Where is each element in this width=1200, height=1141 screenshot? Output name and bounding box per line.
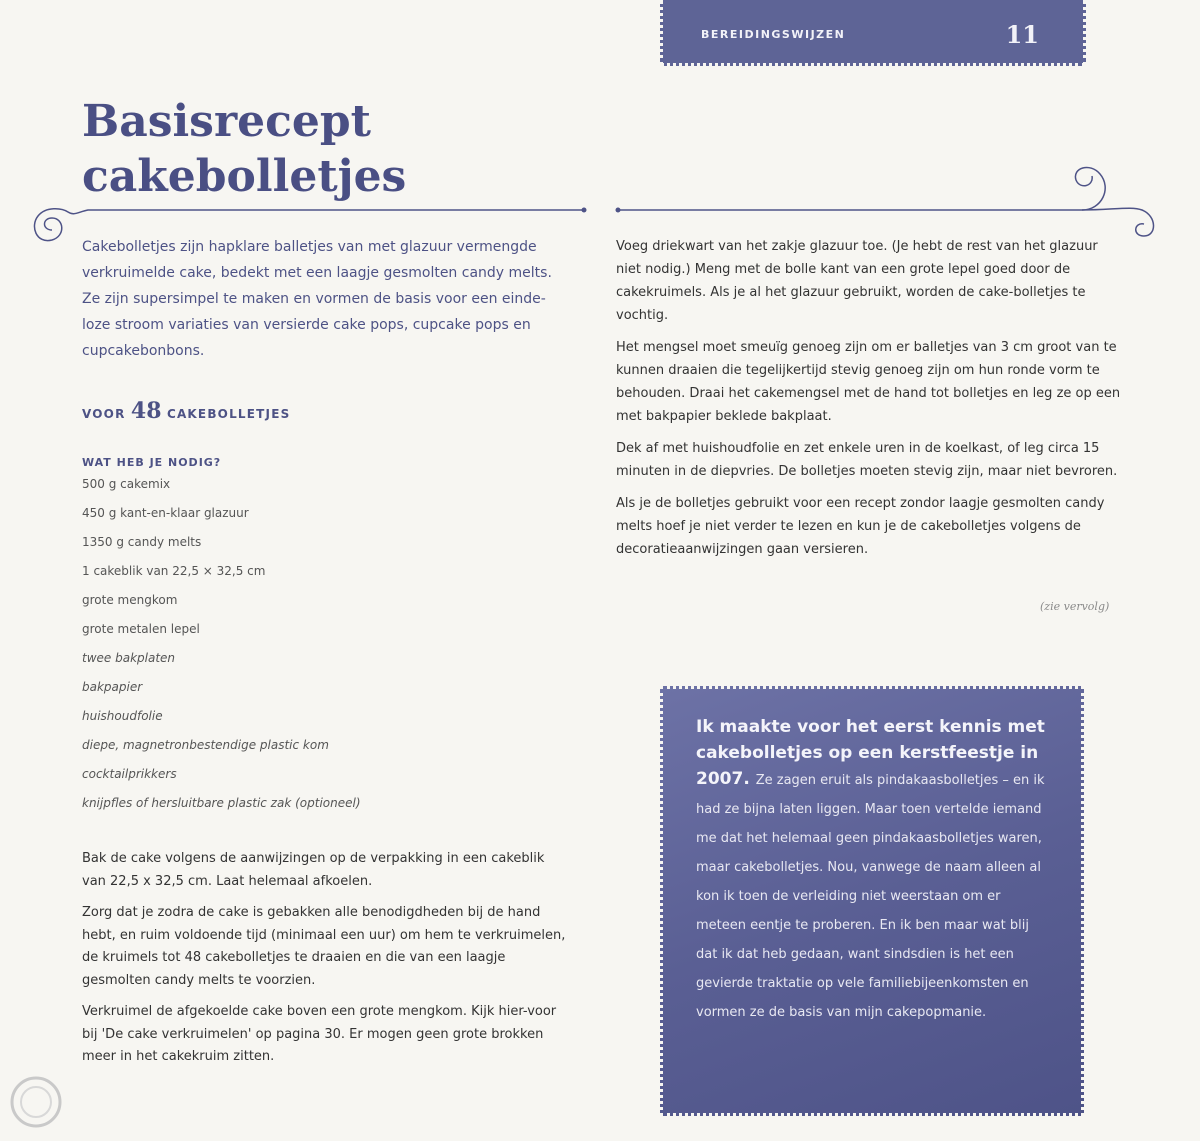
instruction-paragraph: Voeg driekwart van het zakje glazuur toe. (Je hebt de rest van het glazuur niet nodig.) Meng met de bolle kant van een grote lepel goed door de cakekruimels. Als je al het glazuur gebruikt, worden de cake-bolletjes te vochtig. [616,239,1098,323]
page-number: 11 [1005,20,1039,49]
intro-paragraph [82,234,582,364]
ingredients-heading: WAT HEB JE NODIG? [82,456,222,469]
instruction-paragraph: Zorg dat je zodra de cake is gebakken alle benodigdheden bij de hand hebt, en ruim voldoende tijd (minimaal een uur) om hem te verkruimelen, de kruimels tot 48 cakebolletjes te draaien en die van een laagje gesmolten candy melts te voorzien. [82,905,566,988]
author-quote-box [660,686,1084,1116]
instruction-paragraph: Het mengsel moet smeuïg genoeg zijn om er balletjes van 3 cm groot van te kunnen draaien die tegelijkertijd stevig genoeg zijn om hun ronde vorm te behouden. Draai het cakemengsel met de hand tot bolletjes en leg ze op een met bakpapier beklede bakplaat. [616,340,1121,424]
quote-body: Ze zagen eruit als pindakaasbolletjes – en ik had ze bijna laten liggen. Maar toen vertelde iemand me dat het helemaal geen pindakaasbolletjes waren, maar cakebolletjes. Nou, vanwege de naam alleen al kon ik toen de verleiding niet weerstaan om er meteen eentje te proberen. En ik ben maar wat blij dat ik dat heb gedaan, want sindsdien is het een gevierde traktatie op vele familiebijeenkomsten en vormen ze de basis van mijn cakepopmanie. [696,773,1045,1020]
right-column-instructions [616,235,1126,570]
section-header-tab [660,0,1086,66]
ingredient-item: diepe, magnetronbestendige plastic kom [82,738,329,752]
instruction-paragraph: Bak de cake volgens de aanwijzingen op de verpakking in een cakeblik van 22,5 x 32,5 cm. Laat helemaal afkoelen. [82,851,545,889]
ingredient-item: 1 cakeblik van 22,5 × 32,5 cm [82,564,266,578]
recipe-title-line-2: cakebolletjes [82,151,407,202]
servings-count: 48 [130,398,162,424]
quote-lead: Ik maakte voor het eerst kennis met cakebolletjes op een kerstfeestje in 2007. [696,717,1045,789]
ingredient-item: twee bakplaten [82,651,176,665]
ingredient-item: grote metalen lepel [82,622,200,636]
intro-line: loze stroom variaties van versierde cake pops, cupcake pops en [82,317,531,333]
ingredient-item: grote mengkom [82,593,178,607]
section-label: BEREIDINGSWIJZEN [701,28,846,41]
continued-note: (zie vervolg) [1040,600,1110,613]
ingredient-item: cocktailprikkers [82,767,177,781]
ingredients-list [82,474,502,822]
instruction-paragraph: Verkruimel de afgekoelde cake boven een grote mengkom. Kijk hier-voor bij 'De cake verkruimelen' op pagina 30. Er mogen geen grote brokken meer in het cakekruim zitten. [82,1004,557,1064]
intro-line: cupcakebonbons. [82,343,205,359]
ingredient-item: 500 g cakemix [82,477,171,491]
right-swirl-divider-icon [612,148,1172,248]
left-column-instructions [82,848,572,1078]
recipe-title-line-1: Basisrecept [82,96,372,147]
ingredient-item: 1350 g candy melts [82,535,202,549]
intro-line: Cakebolletjes zijn hapklare balletjes van met glazuur vermengde [82,239,537,255]
watermark-logo-icon [6,1072,66,1132]
servings-line [82,398,290,424]
ingredient-item: knijpfles of hersluitbare plastic zak (optioneel) [82,796,361,810]
quote-text [696,714,1054,1027]
ingredient-item: bakpapier [82,680,143,694]
instruction-paragraph: Als je de bolletjes gebruikt voor een recept zondor laagje gesmolten candy melts hoef je niet verder te lezen en kun je de cakebolletjes volgens de decoratieaanwijzingen gaan versieren. [616,496,1105,557]
instruction-paragraph: Dek af met huishoudfolie en zet enkele uren in de koelkast, of leg circa 15 minuten in de diepvries. De bolletjes moeten stevig zijn, maar niet bevroren. [616,441,1118,479]
intro-line: verkruimelde cake, bedekt met een laagje gesmolten candy melts. [82,265,552,281]
recipe-title [82,94,602,204]
servings-suffix: CAKEBOLLETJES [166,407,291,421]
intro-line: Ze zijn supersimpel te maken en vormen de basis voor een einde- [82,291,546,307]
servings-prefix: VOOR [82,407,126,421]
ingredient-item: huishoudfolie [82,709,163,723]
ingredient-item: 450 g kant-en-klaar glazuur [82,506,249,520]
